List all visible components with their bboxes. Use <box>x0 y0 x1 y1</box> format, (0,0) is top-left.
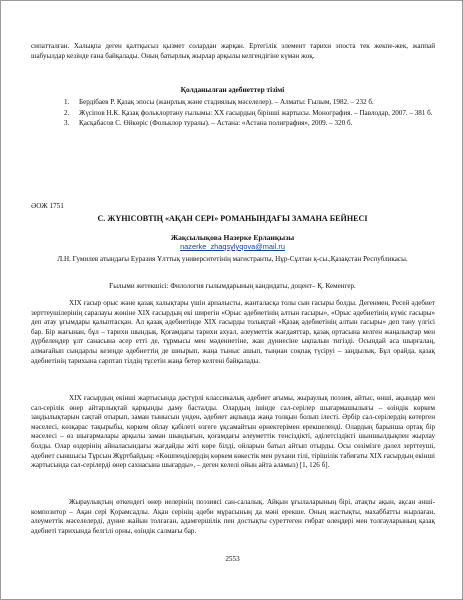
reference-number: 1. <box>64 98 70 106</box>
author-affiliation: Л.Н. Гумилев атындағы Еуразия Ұлттық университетінің магистранты, Нұр-Сұлтан қ-сы.,Қазақстан Республикасы. <box>57 255 408 263</box>
body-paragraph: Жыраулықтың өткендегі өнер иелерінің поэзиясі сан-салалық. Айқын ұғылаларының бірі, атақты ақын, ақсан әнші-композитор – Ақан сері Қорамсадлы. Ақан серінің әдеби мұрасының да мәні ерекше. Оның жастықты, махаббатты жырлаған, әлеуметтік мәселелерді, дүние жайын толғаған, адамгершілік пен достықты суреттеген ғибрат өлеңдері мен толғауларының қазақ әдебиеті тарихында белгілі орны, өзіндік салмағы бар. <box>31 498 435 535</box>
references-list <box>64 98 434 130</box>
reference-text: Қасқабасов С. Өйкөріс (Фольклор туралы). – Астана: «Астана полиграфия», 2009. – 320 б. <box>79 119 353 128</box>
reference-item <box>64 109 434 119</box>
references-heading: Қолданылған әдебиеттер тізімі <box>180 85 285 94</box>
reference-item <box>64 119 434 129</box>
reference-item <box>64 98 434 108</box>
body-paragraph: XIX ғасырдың екінші жартысында дәстүрлі классикалық әдебиет ағымы, жыраулық поэзия, айтыс, өнші, ақындар мен сал-серілік өнер айтарлықтай қарқынды даму басталды. Олардың ішінде сал-серілер шығармашылығы – өзіндік көркем заңдылықтарын сақтай отырып, заман тынысын үнден, әдебиет ақпында жаңа толқын болып ілесті. Әрбір сал-серілердің көтерген мәселесі, көзқарас тақырыбы, көркем ойлау қабілеті өзгеге ұқсамайтын өрнектерімен ерекшеленді. Олардың барынша ортақ бір мәселесі – өз шығармалары арқылы заман шындығын, қоғамдағы әлеуметтік тенсіздікті, әділетсіздікті шыншылдықпен жырлау болды. Олар өздерінің айналасындағы жағдайды жіті көре білді, ойларын батыл айтып отырды. Осы сөзімізге дәлел зерттеуші, әдебиет сыншысы Тұрсын Жұртбайдың: «Көшпенділердің көркем көкестік мен рухани тілі, тірішілік табиғаты XIX ғасырдың екінші жартысында сал-серілерді өнер сахнасына шығарды», – деген келелі ойын айта аламыз) [1, 126 б]. <box>31 394 435 470</box>
author-name: Жақсылықова Назерке Ерланқызы <box>170 233 295 242</box>
intro-paragraph: сипатталған. Халықпа деген қалтқысыз қызмет солардан жарқан. Ертегілік элемент тарихи эпоста тек жекпе-жек, жаппай шабуылдар кезінде ғана байқалады. Оның батырлық жырлар арқылы келгендігіне күмән жоқ. <box>31 42 435 60</box>
reference-number: 3. <box>64 119 70 128</box>
reference-text: Жүсіпов Н.К. Қазақ фольклортану ғылымы: ХХ ғасырдың бірінші жартысы. Монография. – Павлодар, 2007. – 381 б. <box>79 108 433 117</box>
reference-number: 2. <box>64 108 70 117</box>
article-title: С. ЖҮНІСОВТІҢ «АҚАН СЕРІ» РОМАНЫНДАҒЫ ЗАМАНА БЕЙНЕСІ <box>97 214 368 223</box>
body-paragraph: XIX ғасыр орыс және қазақ халықтары үшін арпалысты, жанталасқа толы сын ғасыры болды. Дегенмен, Ресей әдебиет зерттеушілерінің саралауы жөніне XIX ғасырдың екі ширегін «Орыс әдебиетінің алтын ғасыры», «Орыс әдебиетінің күміс ғасыры» деп атау ұғымдары қалыптасқан. Ал қазақ әдебиетінде XIX ғасырды толықтай «Қазақ әдебиетінің алтын ғасыры» деп тану үлгісі бар. Бір жағынан, бұл – тарихи шындық. Қоғамдағы тарихи ахуал, әлеуметтік жағдаяттар, қазақ ортасына келген жаңалықтар мен дүрбелеңдер ұлт санасына әсер етті де, тұрмысы мен мәдениетіне, жан дүниесіне ықпалын тигізді. Осындай аса шырғалаң, алмағайып сындарлы кезеңде әдебиеттің де шиырып, жаңа тыныс ашып, тыңнан соқпақ түсіруі – заңдылық. Бұл орайда, қазақ әдебиетінің тарихына сарптап тілдің тұсетін жаңа бетер келгені байқалады. <box>31 299 435 365</box>
udk-code: ӘОЖ 1751 <box>31 202 64 210</box>
author-email-link[interactable]: nazerke_zhaqsylyqova@mail.ru <box>180 242 285 251</box>
page-number: 2553 <box>225 555 240 563</box>
reference-text: Бердібаев Р. Қазақ эпосы (жанрлық және стадиялық мәселелер). – Алматы: Ғылым, 1982. – 232 б. <box>79 98 374 106</box>
supervisor-line: Ғылыми жетекшісі: Филология ғылымдарының кандидаты, доцент– Қ. Кеменгер. <box>109 282 356 290</box>
